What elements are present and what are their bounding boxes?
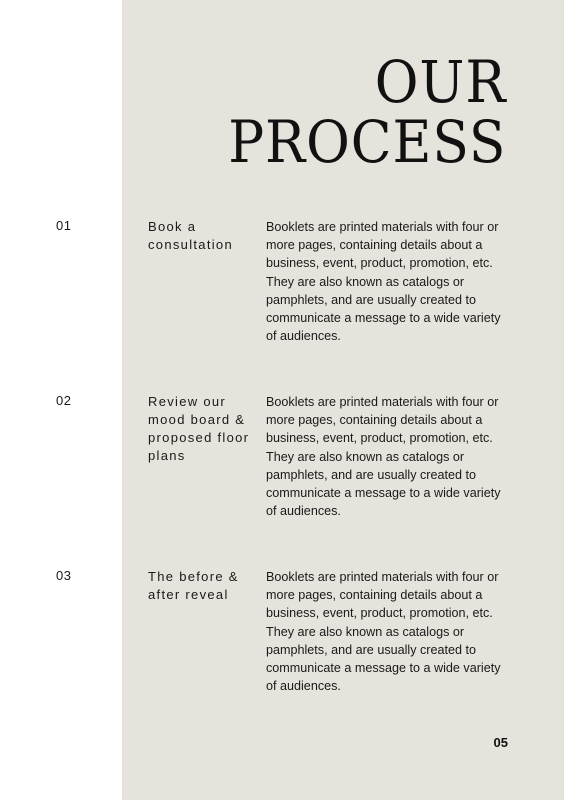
step-heading: The before & after reveal <box>148 569 239 602</box>
step-description: Booklets are printed materials with four or more pages, containing details about a business, event, product, promotion, etc. They are also known as catalogs or pamphlets, and are usually created to communicate a message to a wide variety of audiences. <box>266 395 501 519</box>
step-number: 01 <box>56 218 72 233</box>
title-line-2: PROCESS <box>227 108 506 176</box>
page-title <box>227 48 506 176</box>
step-number: 03 <box>56 568 72 583</box>
step-number: 02 <box>56 393 72 408</box>
step-heading: Review our mood board & proposed floor plans <box>148 394 250 463</box>
step-description: Booklets are printed materials with four or more pages, containing details about a business, event, product, promotion, etc. They are also known as catalogs or pamphlets, and are usually created to communicate a message to a wide variety of audiences. <box>266 570 501 694</box>
title-line-1: OUR <box>374 48 506 116</box>
page-number: 05 <box>493 735 508 750</box>
step-heading: Book a consultation <box>148 219 233 252</box>
step-description: Booklets are printed materials with four or more pages, containing details about a business, event, product, promotion, etc. They are also known as catalogs or pamphlets, and are usually created to communicate a message to a wide variety of audiences. <box>266 220 501 344</box>
